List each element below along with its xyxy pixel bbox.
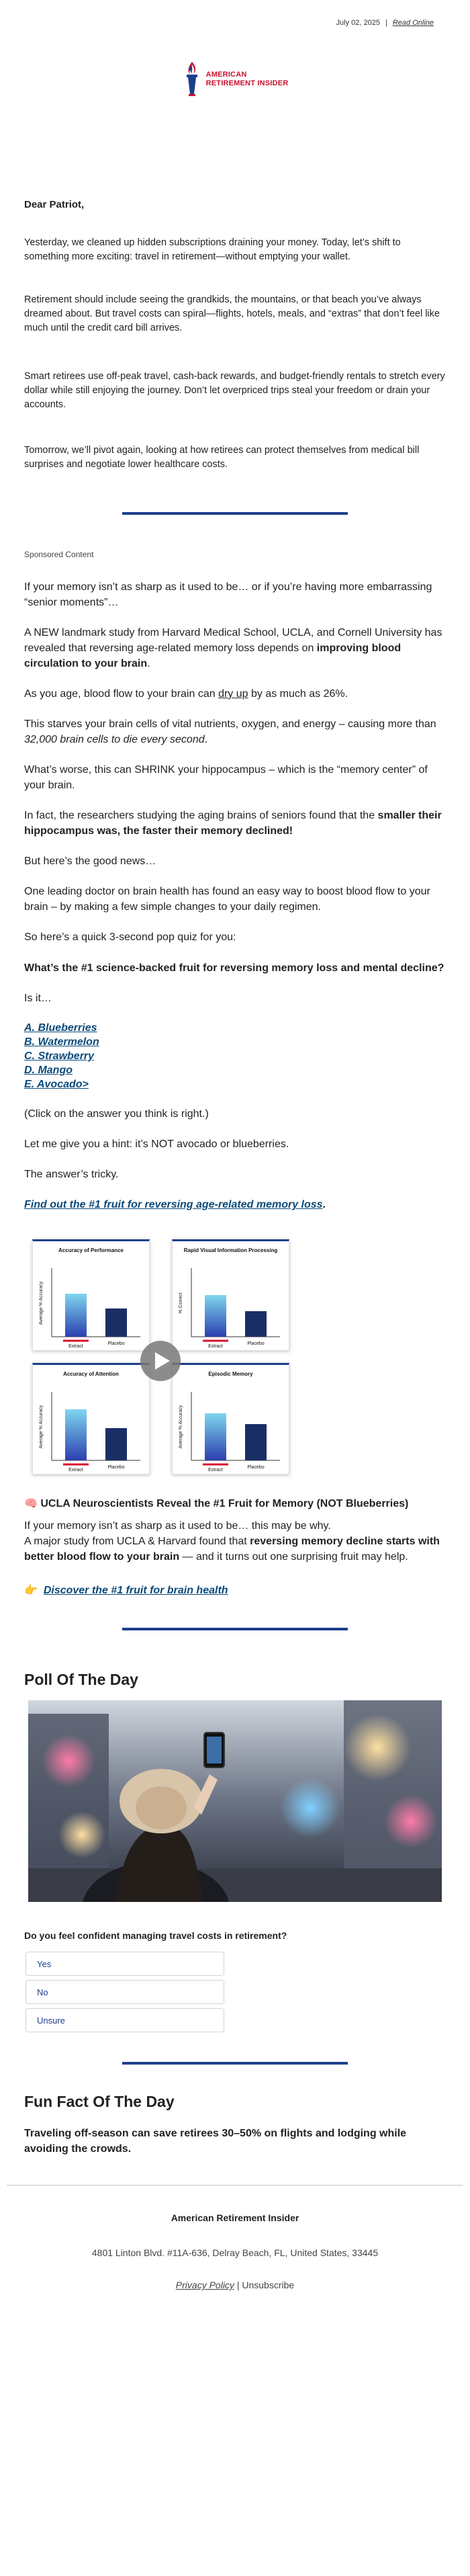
unsubscribe-link[interactable]: Unsubscribe [242,2280,295,2290]
quiz-is-it: Is it… [24,993,52,1004]
chart-ylabel: % Correct [179,1292,183,1314]
sponsored-label: Sponsored Content [24,550,94,559]
tricky-text: The answer’s tricky. [24,1169,119,1180]
brand-line-1: AMERICAN [205,71,247,79]
section-divider [122,512,348,515]
ucla-cta-link[interactable]: Discover the #1 fruit for brain health [43,1585,228,1596]
ad-p2-text: A NEW landmark study from Harvard Medical School, UCLA, and Cornell University has revealed that reversing age-related memory loss depends on [24,627,442,654]
chart-episodic-memory [172,1363,289,1474]
ad-p6-bold: smaller their hippocampus was, the faster their memory declined! [24,810,442,837]
poll-option-yes[interactable]: Yes [26,1952,224,1976]
footer [0,2212,470,2290]
pointing-hand-icon: 👉 [24,1585,38,1596]
quiz-option-e[interactable]: E. Avocado> [24,1079,89,1090]
chart-accuracy-of-performance [32,1239,150,1351]
ucla-headline [24,1496,446,1511]
study-charts-video[interactable] [24,1239,299,1474]
footer-address: 4801 Linton Blvd. #11A-636, Delray Beach, FL, United States, 33445 [91,2247,379,2258]
intro-paragraph-3: Smart retirees use off-peak travel, cash-back rewards, and budget-friendly rentals to stretch every dollar while still enjoying the journey. Don’t let overpriced trips steal your freedom or drain your accounts. [24,371,445,410]
chart-plot [173,1261,290,1352]
bar-placebo [245,1311,267,1337]
brand-line-2: RETIREMENT INSIDER [205,79,289,87]
ad-p4-end: . [204,734,208,745]
chart-title: Accuracy of Attention [63,1371,119,1377]
ucla-paragraph [24,1518,446,1565]
poll-option-unsure[interactable]: Unsure [26,2008,224,2032]
ad-cta-suffix: . [322,1199,326,1210]
header-separator: | [385,19,387,27]
label-extract: Extract [208,1468,223,1472]
greeting: Dear Patriot, [24,199,85,210]
ad-p3-end: by as much as 26%. [248,688,348,700]
chart-plot [33,1261,150,1352]
ad-cta-link[interactable]: Find out the #1 fruit for reversing age-related memory loss [24,1199,323,1210]
label-extract: Extract [208,1344,223,1349]
hint-text: Let me give you a hint: it’s NOT avocado or blueberries. [24,1138,289,1150]
ad-paragraph-8: One leading doctor on brain health has found an easy way to boost blood flow to your brain – by making a few simple changes to your daily regimen. [24,886,430,913]
quiz-options [24,1021,446,1091]
quiz-option-d[interactable]: D. Mango [24,1065,73,1076]
ad-paragraph-1: If your memory isn’t as sharp as it used to be… or if you’re having more embarrassing “senior moments”… [24,581,432,608]
label-placebo: Placebo [107,1341,125,1346]
ad-paragraph-2 [24,625,446,671]
ad-p3-text: As you age, blood flow to your brain can [24,688,219,700]
ad-paragraph-6 [24,808,446,839]
label-placebo: Placebo [247,1465,265,1470]
chart-accuracy-of-attention [32,1363,150,1474]
intro-paragraph-2: Retirement should include seeing the grandkids, the mountains, or that beach you’ve always dreamed about. But travel costs can spiral—flights, hotels, meals, and “extras” that don’t feel like much until the credit card bill arrives. [24,294,440,333]
ad-paragraph-3 [24,686,446,702]
chart-title: Episodic Memory [208,1371,253,1377]
ad-paragraph-5: What’s worse, this can SHRINK your hippocampus – which is the “memory center” of your brain. [24,764,428,791]
poll-options [26,1952,446,2032]
fun-fact-text: Traveling off-season can save retirees 30–50% on flights and lodging while avoiding the crowds. [24,2128,407,2155]
fun-fact-title: Fun Fact Of The Day [24,2093,175,2110]
chart-plot [173,1385,290,1476]
chart-title: Rapid Visual Information Processing [183,1247,278,1253]
label-placebo: Placebo [107,1465,125,1470]
bar-extract [65,1409,87,1460]
ucla-p-bold: reversing memory decline starts with better blood flow to your brain [24,1536,440,1563]
ad-paragraph-4 [24,716,446,747]
play-icon[interactable] [140,1341,181,1381]
ucla-p-line1: If your memory isn’t as sharp as it used to be… this may be why. [24,1520,331,1532]
poll-title: Poll Of The Day [24,1671,138,1688]
label-extract: Extract [68,1344,83,1349]
brand-name [206,71,289,88]
poll-image [28,1700,442,1902]
bar-placebo [245,1424,267,1460]
click-note: (Click on the answer you think is right.) [24,1108,209,1120]
ad-p6-text: In fact, the researchers studying the aging brains of seniors found that the [24,810,378,821]
ucla-p-end: — and it turns out one surprising fruit may help. [179,1551,408,1563]
label-extract: Extract [68,1468,83,1472]
ad-p2-bold: improving blood circulation to your brain [24,642,402,669]
bar-extract [205,1295,226,1337]
ad-p2-end: . [147,658,150,669]
poll-option-no[interactable]: No [26,1980,224,2004]
ad-p4-text: This starves your brain cells of vital nutrients, oxygen, and energy – causing more than [24,718,436,730]
chart-title: Accuracy of Performance [58,1247,124,1253]
chart-rapid-visual-processing [172,1239,289,1351]
quiz-option-c[interactable]: C. Strawberry [24,1050,95,1062]
privacy-policy-link[interactable]: Privacy Policy [175,2280,234,2290]
issue-date: July 02, 2025 [336,19,380,27]
bar-extract [65,1294,87,1337]
footer-company-name: American Retirement Insider [171,2212,299,2223]
city-street-photo [28,1700,442,1902]
label-placebo: Placebo [247,1341,265,1346]
chart-ylabel: Average % Accuracy [39,1281,44,1325]
torch-icon [182,60,202,98]
ucla-title: UCLA Neuroscientists Reveal the #1 Fruit for Memory (NOT Blueberries) [40,1498,409,1509]
ucla-p-text: A major study from UCLA & Harvard found that [24,1536,250,1547]
ad-paragraph-9: So here’s a quick 3-second pop quiz for you: [24,931,236,943]
quiz-option-a[interactable]: A. Blueberries [24,1022,97,1034]
read-online-link[interactable]: Read Online [392,19,434,27]
intro-paragraph-1: Yesterday, we cleaned up hidden subscriptions draining your money. Today, let’s shift to something more exciting: travel in retirement—without emptying your wallet. [24,237,401,262]
section-divider [122,2062,348,2065]
footer-link-divider: | [234,2280,242,2290]
brand-logo[interactable] [24,46,446,113]
chart-ylabel: Average % Accuracy [39,1405,44,1449]
ucla-cta [24,1583,446,1597]
brain-icon: 🧠 [24,1498,38,1509]
sponsored-content [24,579,446,1212]
ad-p4-italic: 32,000 brain cells to die every second [24,734,205,745]
chart-plot [33,1385,150,1476]
section-divider [122,1628,348,1630]
quiz-option-b[interactable]: B. Watermelon [24,1036,99,1048]
bar-extract [205,1413,226,1460]
intro-paragraph-4: Tomorrow, we’ll pivot again, looking at how retirees can protect themselves from medical bill surprises and negotiate lower healthcare costs. [24,445,420,470]
top-bar [24,0,446,46]
ad-p3-underline: dry up [218,688,248,700]
bar-placebo [105,1428,127,1460]
chart-ylabel: Average % Accuracy [179,1405,183,1449]
footer-links [0,2280,470,2290]
ad-paragraph-7: But here’s the good news… [24,856,156,867]
footer-divider [7,2185,463,2186]
quiz-question: What’s the #1 science-backed fruit for reversing memory loss and mental decline? [24,962,444,974]
bar-placebo [105,1308,127,1337]
poll-question: Do you feel confident managing travel costs in retirement? [24,1930,287,1941]
ad-cta [24,1197,446,1212]
